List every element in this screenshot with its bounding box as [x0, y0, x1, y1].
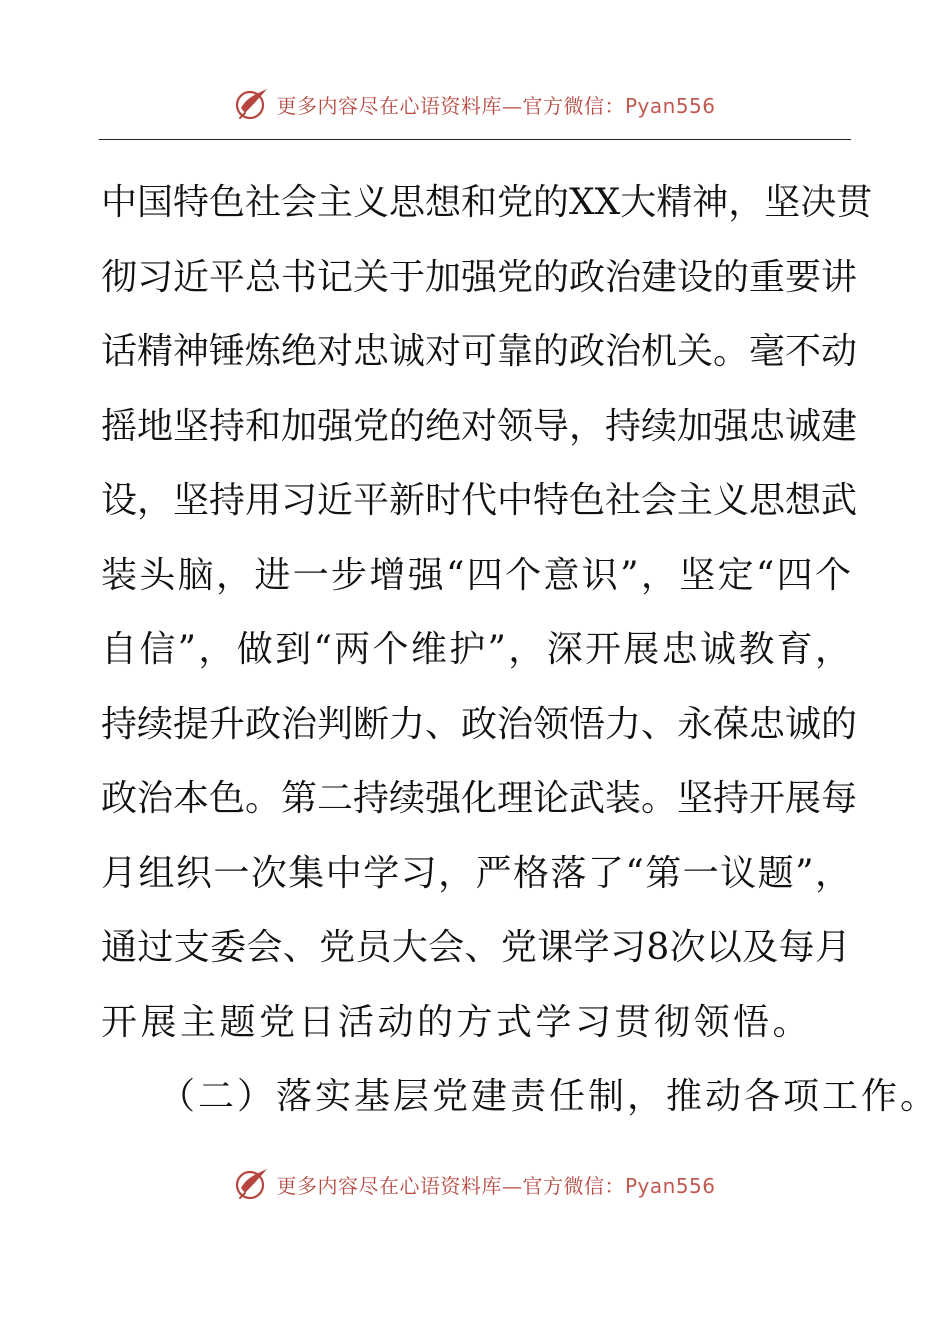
quill-logo-icon — [234, 86, 270, 122]
header-watermark-text: 更多内容尽在心语资料库—官方微信： — [276, 93, 625, 118]
body-line: 摇地坚持和加强党的绝对领导，持续加强忠诚建 — [101, 405, 858, 447]
body-line: 彻习近平总书记关于加强党的政治建设的重要讲 — [101, 256, 858, 298]
body-line: 持续提升政治判断力、政治领悟力、永葆忠诚的 — [101, 703, 858, 745]
body-line: 自信”，做到“两个维护”，深开展忠诚教育， — [101, 629, 851, 670]
document-body — [101, 166, 940, 1135]
header-divider — [99, 139, 851, 140]
section-heading: （二）落实基层党建责任制，推动各项工作。 — [159, 1076, 940, 1117]
body-line: 开展主题党日活动的方式学习贯彻领悟。 — [101, 1001, 813, 1043]
footer-watermark — [0, 1164, 950, 1204]
body-line: 设，坚持用习近平新时代中特色社会主义思想武 — [101, 480, 858, 521]
body-line: 通过支委会、党员大会、党课学习8次以及每月 — [101, 927, 851, 968]
footer-watermark-text: 更多内容尽在心语资料库—官方微信： — [276, 1173, 625, 1198]
body-line: 政治本色。第二持续强化理论武装。坚持开展每 — [101, 778, 858, 819]
footer-wechat-id: Pyan556 — [624, 1173, 716, 1198]
body-line: 装头脑，进一步增强“四个意识”，坚定“四个 — [101, 554, 851, 596]
header-wechat-id: Pyan556 — [624, 93, 716, 118]
quill-logo-icon — [234, 1166, 270, 1202]
header-watermark — [0, 84, 950, 124]
body-line: 中国特色社会主义思想和党的XX大精神，坚决贯 — [101, 182, 873, 223]
body-line: 月组织一次集中学习，严格落了“第一议题”， — [101, 852, 851, 894]
body-line: 话精神锤炼绝对忠诚对可靠的政治机关。毫不动 — [101, 331, 858, 372]
